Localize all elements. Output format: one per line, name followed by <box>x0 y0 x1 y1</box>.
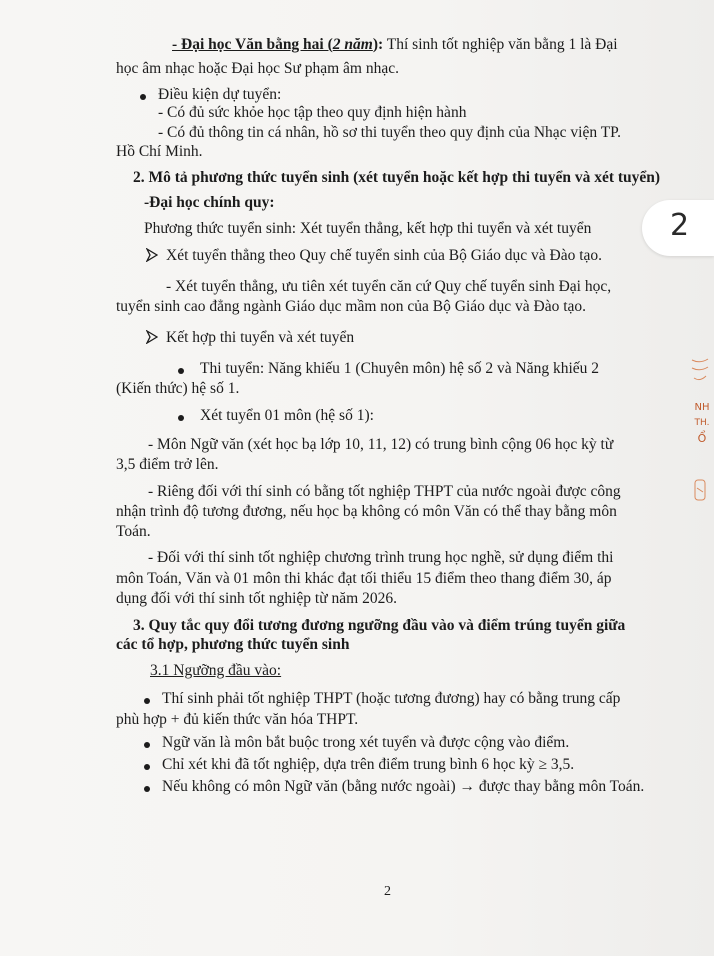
bullet-dot-icon <box>144 764 150 770</box>
bullet-dot-icon <box>144 742 150 748</box>
page-indicator-badge[interactable]: 2 <box>642 200 714 256</box>
decorative-swirl-icon <box>690 356 710 386</box>
line-24: dụng đối với thí sinh tốt nghiệp từ năm 2026. <box>116 590 397 607</box>
line-23: môn Toán, Văn và 01 môn thi khác đạt tối thiểu 15 điểm theo thang điểm 30, áp <box>116 570 612 587</box>
edge-fragment-2: TH. <box>694 418 710 428</box>
line-1: - Đại học Văn bằng hai (2 năm): Thí sinh tốt nghiệp văn bằng 1 là Đại <box>172 36 618 53</box>
bullet-dot-icon <box>144 786 150 792</box>
bullet-dot-icon <box>140 94 146 100</box>
line-5: - Có đủ thông tin cá nhân, hồ sơ thi tuyển theo quy định của Nhạc viện TP. <box>158 124 621 141</box>
decorative-stamp-icon <box>692 478 708 502</box>
heading-section-2: 2. Mô tả phương thức tuyển sinh (xét tuyển hoặc kết hợp thi tuyển và xét tuyển) <box>133 169 661 186</box>
bullet-dot-icon <box>144 698 150 704</box>
line-4: - Có đủ sức khỏe học tập theo quy định hiện hành <box>158 104 467 121</box>
page-number: 2 <box>384 884 391 899</box>
line-29: phù hợp + đủ kiến thức văn hóa THPT. <box>116 711 359 728</box>
line-32: Nếu không có môn Ngữ văn (bằng nước ngoài) → được thay bằng môn Toán. <box>162 778 645 795</box>
arrow-bullet-icon <box>146 330 158 344</box>
line-10: Xét tuyển thẳng theo Quy chế tuyển sinh của Bộ Giáo dục và Đào tạo. <box>166 247 603 264</box>
line-12: tuyển sinh cao đẳng ngành Giáo dục mầm non của Bộ Giáo dục và Đào tạo. <box>116 298 587 315</box>
heading-section-3: 3. Quy tắc quy đổi tương đương ngưỡng đầu vào và điểm trúng tuyển giữa <box>133 617 626 634</box>
line-11: - Xét tuyển thẳng, ưu tiên xét tuyển căn cứ Quy chế tuyển sinh Đại học, <box>166 278 612 295</box>
edge-fragment-1: NH <box>694 402 710 413</box>
line-9: Phương thức tuyển sinh: Xét tuyển thẳng, kết hợp thi tuyển và xét tuyển <box>144 220 592 237</box>
line-17: - Môn Ngữ văn (xét học bạ lớp 10, 11, 12) có trung bình cộng 06 học kỳ từ <box>148 436 614 453</box>
line-6: Hồ Chí Minh. <box>116 143 203 160</box>
line-13: Kết hợp thi tuyển và xét tuyển <box>166 329 355 346</box>
line-31: Chỉ xét khi đã tốt nghiệp, dựa trên điểm trung bình 6 học kỳ ≥ 3,5. <box>162 756 575 773</box>
line-14: Thi tuyển: Năng khiếu 1 (Chuyên môn) hệ số 2 và Năng khiếu 2 <box>200 360 600 377</box>
line-28: Thí sinh phải tốt nghiệp THPT (hoặc tương đương) hay có bằng trung cấp <box>162 690 621 707</box>
line-30: Ngữ văn là môn bắt buộc trong xét tuyển và được cộng vào điểm. <box>162 734 570 751</box>
line-16: Xét tuyển 01 môn (hệ số 1): <box>200 407 374 424</box>
heading-section-3-cont: các tổ hợp, phương thức tuyển sinh <box>116 636 350 653</box>
bullet-dot-icon <box>178 368 184 374</box>
subheading-3-1: 3.1 Ngưỡng đầu vào: <box>150 662 282 679</box>
line-18: 3,5 điểm trở lên. <box>116 456 219 473</box>
line-19: - Riêng đối với thí sinh có bằng tốt nghiệp THPT của nước ngoài được công <box>148 483 621 500</box>
line-3: Điều kiện dự tuyển: <box>158 86 282 103</box>
line-21: Toán. <box>116 523 151 540</box>
line-22: - Đối với thí sinh tốt nghiệp chương trình trung học nghề, sử dụng điểm thi <box>148 549 614 566</box>
line-2: học âm nhạc hoặc Đại học Sư phạm âm nhạc. <box>116 60 399 77</box>
subheading-regular-university: -Đại học chính quy: <box>144 194 275 211</box>
bullet-dot-icon <box>178 415 184 421</box>
line-15: (Kiến thức) hệ số 1. <box>116 380 240 397</box>
edge-fragment-3: Ổ <box>697 432 707 445</box>
arrow-bullet-icon <box>146 248 158 262</box>
line-20: nhận trình độ tương đương, nếu học bạ không có môn Văn có thể thay bằng môn <box>116 503 617 520</box>
